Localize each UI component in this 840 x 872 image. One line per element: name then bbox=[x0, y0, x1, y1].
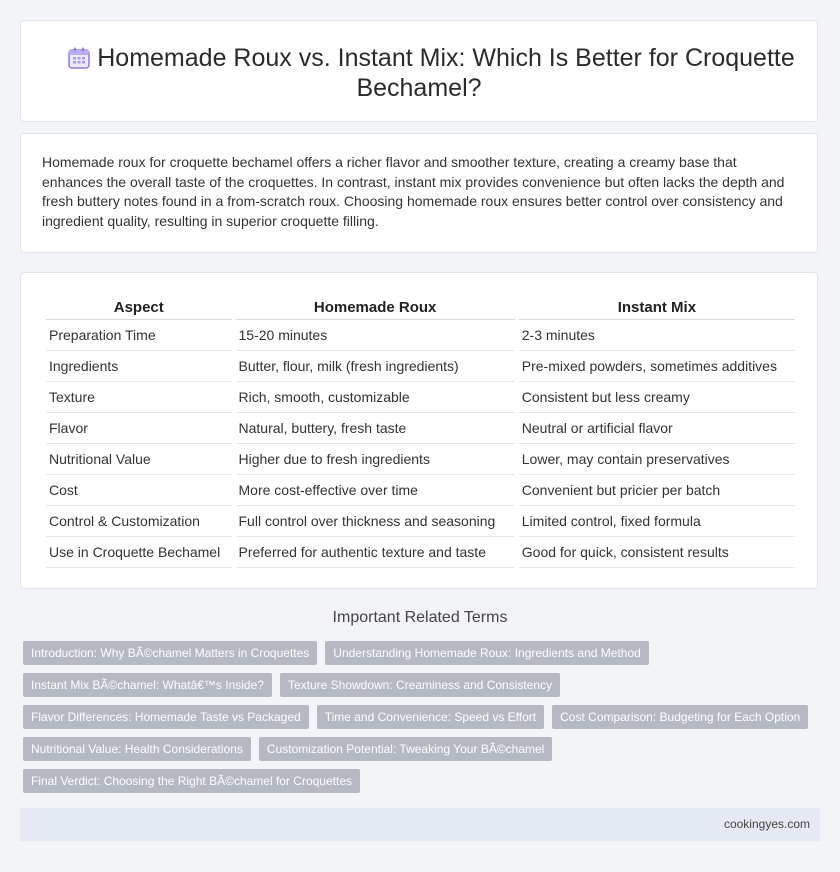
intro-paragraph: Homemade roux for croquette bechamel offers a richer flavor and smoother texture, creating a creamy base that enhances the overall taste of the croquettes. In contrast, instant mix provides convenience but often lacks the depth and fresh buttery notes found in a from-scratch roux. Choosing homemade roux ensures better control over consistency and ingredient quality, resulting in superior croquette filling. bbox=[42, 154, 785, 229]
table-row bbox=[46, 351, 795, 382]
table-cell: Preferred for authentic texture and taste bbox=[236, 537, 515, 568]
related-term-tag[interactable]: Texture Showdown: Creaminess and Consistency bbox=[280, 673, 560, 697]
header-aspect: Aspect bbox=[46, 295, 232, 320]
table-cell: Rich, smooth, customizable bbox=[236, 382, 515, 413]
related-term-tag[interactable]: Nutritional Value: Health Considerations bbox=[23, 737, 251, 761]
table-cell: 15-20 minutes bbox=[236, 320, 515, 351]
table-cell: Nutritional Value bbox=[46, 444, 232, 475]
related-term-tag[interactable]: Final Verdict: Choosing the Right BÃ©chamel for Croquettes bbox=[23, 769, 360, 793]
table-cell: Higher due to fresh ingredients bbox=[236, 444, 515, 475]
related-term-tag[interactable]: Introduction: Why BÃ©chamel Matters in Croquettes bbox=[23, 641, 317, 665]
table-cell: Lower, may contain preservatives bbox=[519, 444, 795, 475]
table-cell: Full control over thickness and seasoning bbox=[236, 506, 515, 537]
footer bbox=[20, 808, 820, 841]
table-cell: Good for quick, consistent results bbox=[519, 537, 795, 568]
table-cell: Control & Customization bbox=[46, 506, 232, 537]
related-term-tag[interactable]: Understanding Homemade Roux: Ingredients and Method bbox=[325, 641, 649, 665]
comparison-card bbox=[20, 272, 818, 589]
comparison-table bbox=[42, 295, 799, 568]
header-homemade-roux: Homemade Roux bbox=[236, 295, 515, 320]
table-cell: Limited control, fixed formula bbox=[519, 506, 795, 537]
related-term-tag[interactable]: Flavor Differences: Homemade Taste vs Packaged bbox=[23, 705, 309, 729]
table-row bbox=[46, 537, 795, 568]
intro-card bbox=[20, 133, 818, 253]
table-cell: Neutral or artificial flavor bbox=[519, 413, 795, 444]
table-cell: Texture bbox=[46, 382, 232, 413]
table-row bbox=[46, 382, 795, 413]
table-cell: Cost bbox=[46, 475, 232, 506]
table-cell: More cost-effective over time bbox=[236, 475, 515, 506]
table-row bbox=[46, 475, 795, 506]
title-card bbox=[20, 20, 818, 122]
header-instant-mix: Instant Mix bbox=[519, 295, 795, 320]
table-cell: Pre-mixed powders, sometimes additives bbox=[519, 351, 795, 382]
footer-site-link[interactable]: cookingyes.com bbox=[723, 817, 810, 831]
related-terms-list bbox=[23, 641, 823, 801]
table-header-row bbox=[46, 295, 795, 320]
related-terms-heading: Important Related Terms bbox=[332, 609, 508, 626]
table-cell: Convenient but pricier per batch bbox=[519, 475, 795, 506]
table-row bbox=[46, 413, 795, 444]
table-cell: Butter, flour, milk (fresh ingredients) bbox=[236, 351, 515, 382]
table-cell: Use in Croquette Bechamel bbox=[46, 537, 232, 568]
related-term-tag[interactable]: Customization Potential: Tweaking Your BÃ©chamel bbox=[259, 737, 552, 761]
related-term-tag[interactable]: Time and Convenience: Speed vs Effort bbox=[317, 705, 544, 729]
related-term-tag[interactable]: Cost Comparison: Budgeting for Each Option bbox=[552, 705, 808, 729]
related-term-tag[interactable]: Instant Mix BÃ©chamel: Whatâ€™s Inside? bbox=[23, 673, 272, 697]
table-cell: Flavor bbox=[46, 413, 232, 444]
table-row bbox=[46, 506, 795, 537]
table-cell: 2-3 minutes bbox=[519, 320, 795, 351]
table-row bbox=[46, 444, 795, 475]
table-cell: Ingredients bbox=[46, 351, 232, 382]
table-cell: Preparation Time bbox=[46, 320, 232, 351]
page-title: Homemade Roux vs. Instant Mix: Which Is Better for Croquette Bechamel? bbox=[97, 44, 795, 102]
table-cell: Natural, buttery, fresh taste bbox=[236, 413, 515, 444]
table-row bbox=[46, 320, 795, 351]
table-cell: Consistent but less creamy bbox=[519, 382, 795, 413]
